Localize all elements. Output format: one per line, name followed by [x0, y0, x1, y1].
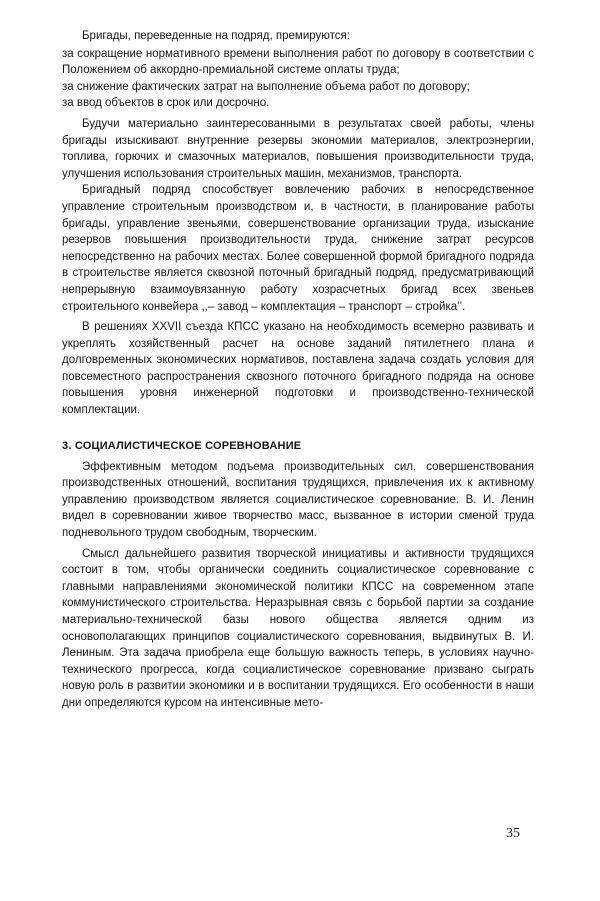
page-body [62, 28, 534, 712]
bullet-item: за снижение фактических затрат на выполнение объема работ по договору; [62, 80, 470, 93]
bullet-item: за сокращение нормативного времени выполнения работ по договору в соответствии с Положением об аккордно-премиальной системе оплаты труда; [62, 47, 534, 77]
paragraph: Эффективным методом подъема производительных сил, совершенствования производственных отношений, воспитания трудящихся, привлечения их к активному управлению производством является социалистическое соревнование. В. И. Ленин видел в соревновании живое творчество масс, вызванное в истории сменой труда подневольного трудом свободным, творческим. [62, 460, 534, 540]
section-title: 3. СОЦИАЛИСТИЧЕСКОЕ СОРЕВНОВАНИЕ [62, 439, 302, 452]
paragraph: Будучи материально заинтересованными в результатах своей работы, члены бригады изыскивают внутренние резервы экономии материалов, электроэнергии, топлива, горючих и смазочных материалов, повышения производительности труда, улучшения использования строительных машин, механизмов, транспорта. [62, 117, 534, 180]
paragraph: Бригадный подряд способствует вовлечению рабочих в непосредственное управление строительным производством и, в частности, в планирование работы бригады, управление звеньями, совершенствование организации труда, изыскание резервов повышения производительности труда, снижение затрат ресурсов непосредственно на рабочих местах. Более совершенной формой бригадного подряда в строительстве является сквозной поточный бригадный подряд, предусматривающий непрерывную взаимоувязанную работу хозрасчетных бригад всех звеньев строительного конвейера ,,– завод – комплектация – транспорт – стройка’’. [62, 184, 534, 313]
paragraph: Смысл дальнейшего развития творческой инициативы и активности трудящихся состоит в том, чтобы органически соединить социалистическое соревнование с главными направлениями экономической политики КПСС на современном этапе коммунистического строительства. Неразрывная связь с борьбой партии за создание материально-технической базы нового общества является одним из основополагающих принципов социалистического соревнования, выдвинутых В. И. Лениным. Эта задача приобрела еще большую важность теперь, в условиях научно-технического прогресса, когда социалистическое соревнование призвано сыграть новую роль в развитии экономики и в воспитании трудящихся. Его особенности в наши дни определяются курсом на интенсивные мето- [62, 547, 534, 709]
intro-line: Бригады, переведенные на подряд, премируются: [82, 30, 350, 42]
page-number: 35 [506, 826, 520, 841]
paragraph: В решениях XXVII съезда КПСС указано на необходимость всемерно развивать и укреплять хозяйственный расчет на основе заданий пятилетнего плана и долговременных экономических нормативов, поставлена задача создать условия для повсеместного распространения сквозного поточного бригадного подряда на основе повышения уровня инженерной подготовки и производственно-технической комплектации. [62, 321, 534, 417]
bullet-item: за ввод объектов в срок или досрочно. [62, 97, 270, 110]
